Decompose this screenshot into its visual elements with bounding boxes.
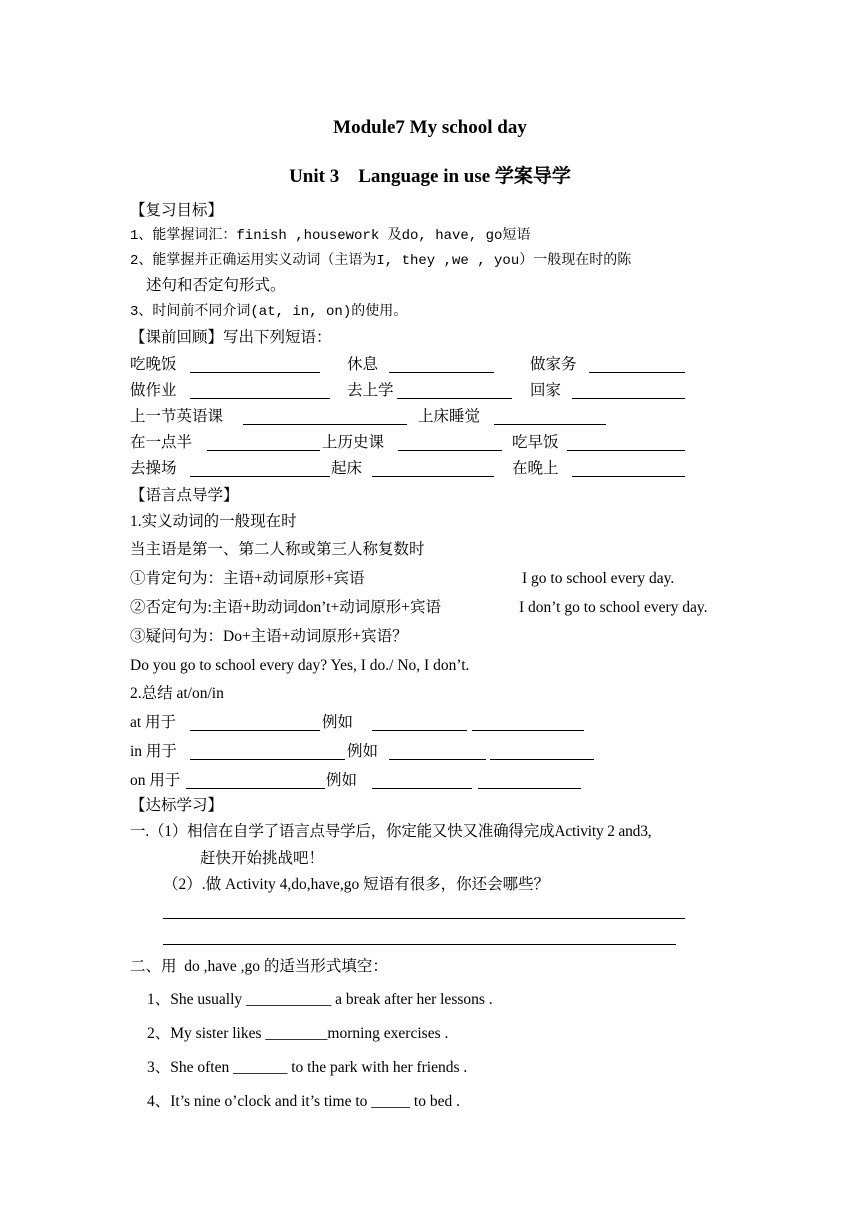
preview-label: 上一节英语课 [130, 408, 224, 425]
answer-blank[interactable] [243, 410, 407, 425]
answer-blank[interactable] [397, 384, 512, 399]
preview-label: 做家务 [530, 356, 577, 373]
preview-label: 起床 [331, 460, 363, 477]
practice-item-1: 一.（1）相信在自学了语言点导学后，你定能又快又准确得完成Activity 2 and3, [130, 823, 652, 840]
answer-blank[interactable] [494, 410, 606, 425]
answer-blank[interactable] [478, 774, 581, 789]
preview-heading: 【课前回顾】写出下列短语： [130, 329, 332, 346]
example-label: 例如 [347, 743, 379, 760]
positive-example: I go to school every day. [522, 570, 675, 587]
negative-rule: ②否定句为:主语+助动词don’t+动词原形+宾语 [130, 599, 441, 616]
fill-question-1: 1、She usually ___________ a break after her lessons . [147, 991, 493, 1008]
preview-label: 去操场 [130, 460, 177, 477]
in-label: in 用于 [130, 743, 177, 760]
goal-2: 2、能掌握并正确运用实义动词（主语为I, they ,we , you）一般现在时的陈 [130, 253, 632, 269]
question-example: Do you go to school every day? Yes, I do./ No, I don’t. [130, 657, 470, 674]
answer-blank[interactable] [589, 358, 685, 373]
answer-blank[interactable] [389, 358, 494, 373]
fill-question-2: 2、My sister likes ________morning exercises . [147, 1025, 449, 1042]
answer-blank[interactable] [190, 745, 345, 760]
preview-label: 回家 [530, 382, 562, 399]
goal-1: 1、能掌握词汇：finish ,housework 及do, have, go短语 [130, 228, 531, 244]
answer-blank[interactable] [572, 384, 685, 399]
preview-label: 休息 [347, 356, 379, 373]
answer-blank[interactable] [389, 745, 486, 760]
answer-blank[interactable] [372, 462, 494, 477]
fill-question-4: 4、It’s nine o’clock and it’s time to _____ to bed . [147, 1093, 460, 1110]
answer-blank[interactable] [190, 716, 320, 731]
practice-heading: 【达标学习】 [130, 797, 224, 814]
guide-heading: 【语言点导学】 [130, 487, 239, 504]
page-title: Module7 My school day [333, 117, 527, 138]
page-subtitle: Unit 3 Language in use 学案导学 [289, 166, 571, 187]
answer-line[interactable] [163, 904, 685, 919]
answer-blank[interactable] [472, 716, 584, 731]
guide-section-2: 2.总结 at/on/in [130, 685, 224, 702]
positive-rule: ①肯定句为：主语+动词原形+宾语 [130, 570, 365, 587]
answer-line[interactable] [163, 930, 676, 945]
preview-label: 去上学 [347, 382, 394, 399]
guide-note: 当主语是第一、第二人称或第三人称复数时 [130, 541, 425, 558]
preview-label: 吃早饭 [512, 434, 559, 451]
negative-example: I don’t go to school every day. [519, 599, 708, 616]
answer-blank[interactable] [490, 745, 594, 760]
at-label: at 用于 [130, 714, 177, 731]
preview-label: 上历史课 [322, 434, 385, 451]
goal-2-cont: 述句和否定句形式。 [146, 277, 286, 294]
fill-question-3: 3、She often _______ to the park with her friends . [147, 1059, 468, 1076]
answer-blank[interactable] [567, 436, 685, 451]
answer-blank[interactable] [190, 384, 330, 399]
answer-blank[interactable] [190, 358, 320, 373]
preview-label: 吃晚饭 [130, 356, 177, 373]
answer-blank[interactable] [398, 436, 502, 451]
goal-3: 3、时间前不同介词(at, in, on)的使用。 [130, 304, 408, 320]
preview-label: 在晚上 [512, 460, 559, 477]
answer-blank[interactable] [186, 774, 325, 789]
guide-section-1: 1.实义动词的一般现在时 [130, 513, 297, 530]
practice-item-1-cont: 赶快开始挑战吧！ [200, 850, 325, 867]
answer-blank[interactable] [207, 436, 320, 451]
preview-label: 做作业 [130, 382, 177, 399]
answer-blank[interactable] [372, 774, 472, 789]
answer-blank[interactable] [572, 462, 685, 477]
fill-heading: 二、用 do ,have ,go 的适当形式填空： [130, 958, 388, 975]
review-goals-heading: 【复习目标】 [130, 202, 224, 219]
answer-blank[interactable] [372, 716, 467, 731]
practice-item-2: （2）.做 Activity 4,do,have,go 短语有很多，你还会哪些？ [163, 876, 550, 893]
on-label: on 用于 [130, 772, 181, 789]
example-label: 例如 [326, 772, 358, 789]
answer-blank[interactable] [190, 462, 330, 477]
preview-label: 上床睡觉 [418, 408, 481, 425]
example-label: 例如 [322, 714, 354, 731]
preview-label: 在一点半 [130, 434, 193, 451]
question-rule: ③疑问句为：Do+主语+动词原形+宾语？ [130, 628, 408, 645]
